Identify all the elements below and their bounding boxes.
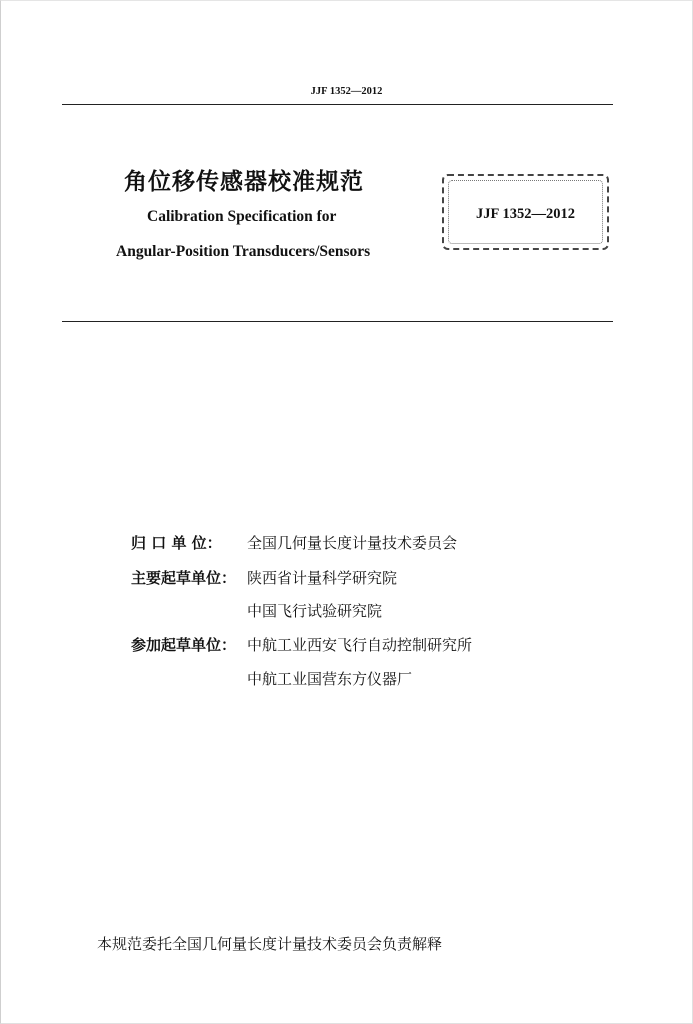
interpretation-note: 本规范委托全国几何量长度计量技术委员会负责解释 bbox=[97, 935, 443, 953]
main-drafting-unit-value: 中国飞行试验研究院 bbox=[247, 602, 383, 620]
title-english-line1: Calibration Specification for bbox=[147, 208, 337, 225]
responsible-unit-row bbox=[131, 532, 457, 553]
participating-unit-value: 中航工业国营东方仪器厂 bbox=[247, 670, 413, 688]
responsible-unit-label: 归 口 单 位： bbox=[131, 534, 222, 552]
participating-unit-value: 中航工业西安飞行自动控制研究所 bbox=[247, 636, 473, 654]
main-drafting-unit-row bbox=[131, 567, 397, 588]
main-drafting-unit-row-2 bbox=[247, 600, 382, 621]
header-standard-code: JJF 1352—2012 bbox=[310, 86, 383, 97]
participating-unit-row bbox=[131, 634, 472, 655]
standard-code-text: JJF 1352—2012 bbox=[476, 206, 575, 222]
title-chinese: 角位移传感器校准规范 bbox=[124, 169, 364, 195]
main-drafting-unit-label: 主要起草单位： bbox=[131, 569, 237, 587]
main-drafting-unit-value: 陕西省计量科学研究院 bbox=[247, 569, 398, 587]
participating-unit-row-2 bbox=[247, 668, 412, 689]
participating-unit-label: 参加起草单位： bbox=[131, 636, 237, 654]
standard-code-box bbox=[442, 174, 609, 250]
responsible-unit-value: 全国几何量长度计量技术委员会 bbox=[247, 534, 458, 552]
title-english-line2: Angular-Position Transducers/Sensors bbox=[116, 243, 371, 260]
top-divider bbox=[62, 104, 613, 105]
middle-divider bbox=[62, 321, 613, 322]
